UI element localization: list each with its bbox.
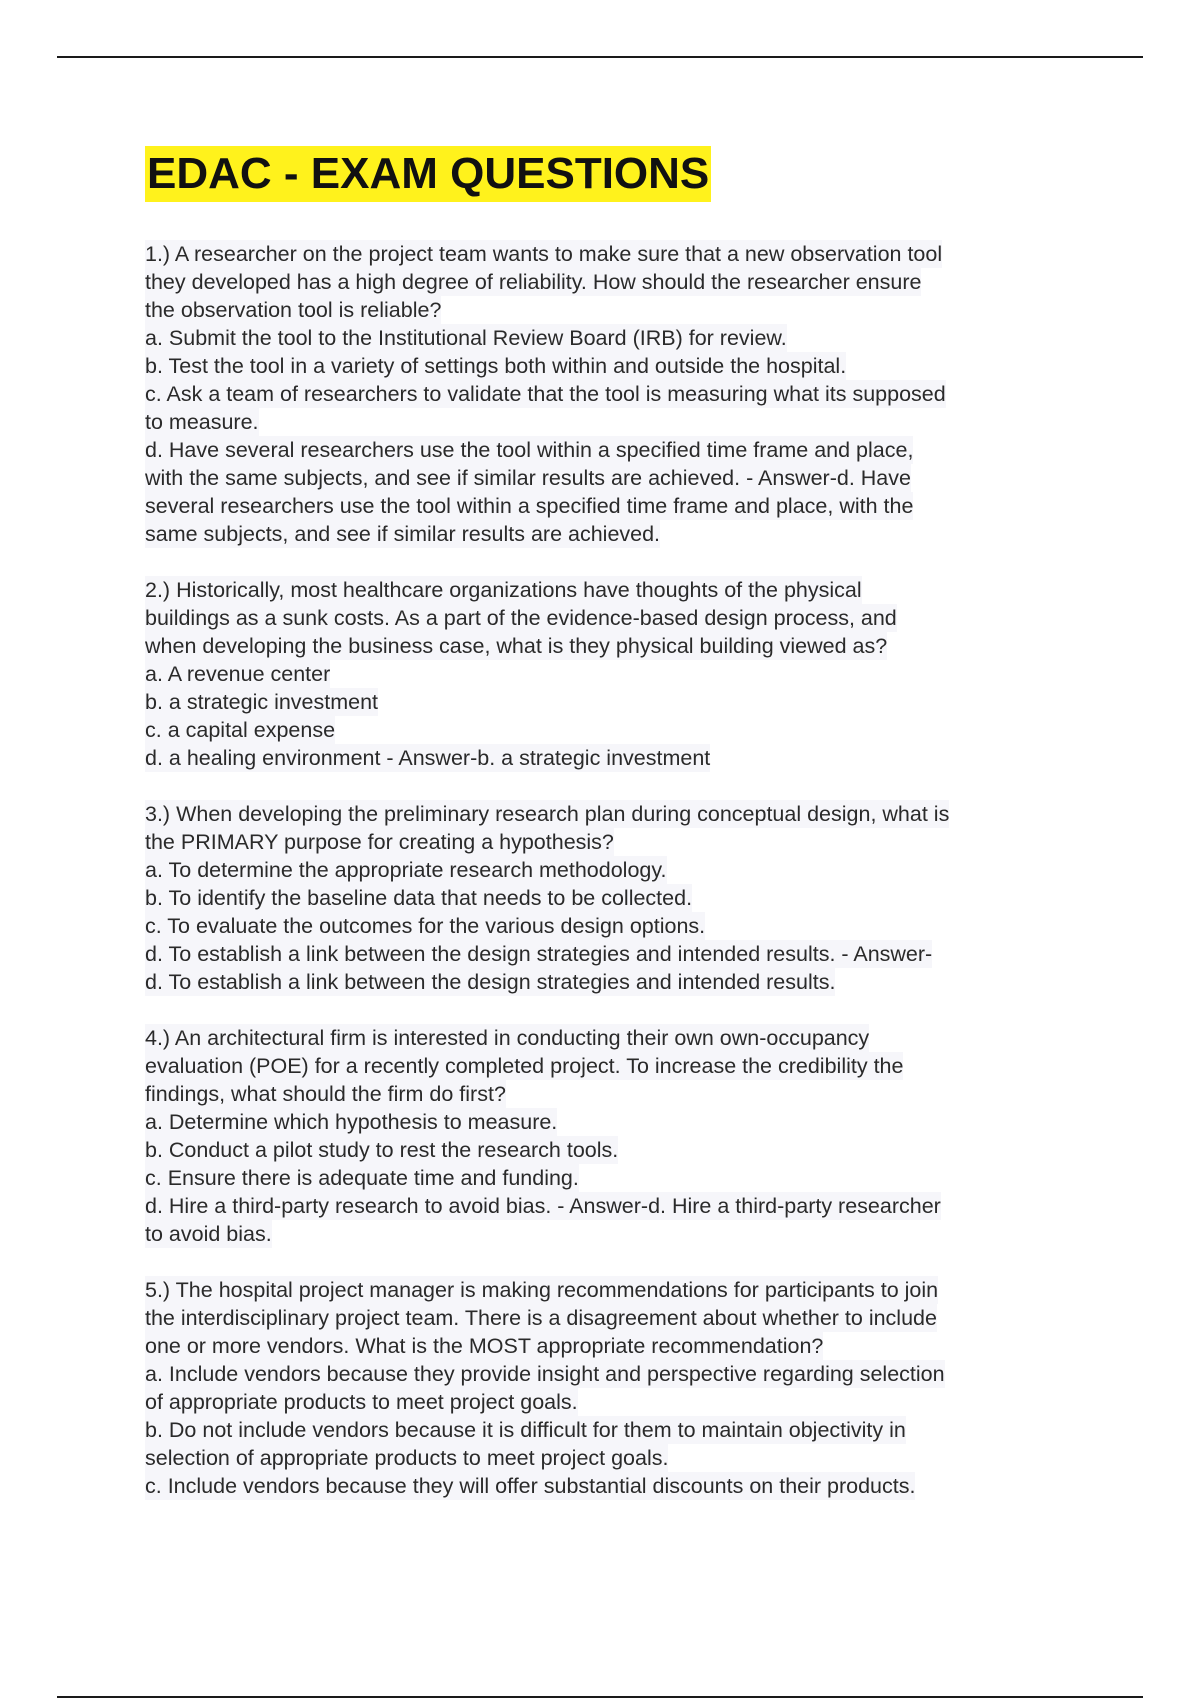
question-text-line: 5.) The hospital project manager is making recommendations for participants to join [145, 1278, 939, 1302]
question-line-wrapper [145, 1276, 1055, 1304]
question-text-line: c. Ask a team of researchers to validate that the tool is measuring what its supposed [145, 382, 946, 406]
question-line-wrapper [145, 352, 1055, 380]
document-title: EDAC - EXAM QUESTIONS [145, 146, 711, 202]
question-text-line: 4.) An architectural firm is interested in conducting their own own-occupancy [145, 1026, 870, 1050]
question-text-line: findings, what should the firm do first? [145, 1082, 506, 1106]
question-line-wrapper [145, 1304, 1055, 1332]
question-text-line: the interdisciplinary project team. There is a disagreement about whether to include [145, 1306, 937, 1330]
question-line-wrapper [145, 1332, 1055, 1360]
question-line-wrapper [145, 408, 1055, 436]
question-line-wrapper [145, 940, 1055, 968]
question-line-wrapper [145, 380, 1055, 408]
question-text-line: c. Include vendors because they will offer substantial discounts on their products. [145, 1474, 916, 1498]
question-text-line: c. a capital expense [145, 718, 336, 742]
question-line-wrapper [145, 856, 1055, 884]
question-text-line: c. To evaluate the outcomes for the various design options. [145, 914, 706, 938]
title-wrapper [145, 146, 1055, 240]
question-line-wrapper [145, 492, 1055, 520]
question-4 [145, 1024, 1055, 1248]
question-text-line: 2.) Historically, most healthcare organizations have thoughts of the physical [145, 578, 862, 602]
question-line-wrapper [145, 1164, 1055, 1192]
question-text-line: evaluation (POE) for a recently completed project. To increase the credibility the [145, 1054, 904, 1078]
question-text-line: when developing the business case, what is they physical building viewed as? [145, 634, 888, 658]
question-text-line: d. To establish a link between the design strategies and intended results. - Answer- [145, 942, 933, 966]
question-line-wrapper [145, 912, 1055, 940]
question-text-line: to avoid bias. [145, 1222, 272, 1246]
question-line-wrapper [145, 436, 1055, 464]
question-text-line: a. Submit the tool to the Institutional Review Board (IRB) for review. [145, 326, 787, 350]
question-line-wrapper [145, 240, 1055, 268]
question-line-wrapper [145, 1472, 1055, 1500]
question-line-wrapper [145, 604, 1055, 632]
question-line-wrapper [145, 1360, 1055, 1388]
question-line-wrapper [145, 660, 1055, 688]
question-text-line: a. A revenue center [145, 662, 331, 686]
question-3 [145, 800, 1055, 996]
question-text-line: the observation tool is reliable? [145, 298, 442, 322]
question-line-wrapper [145, 1416, 1055, 1444]
question-text-line: to measure. [145, 410, 259, 434]
question-text-line: b. a strategic investment [145, 690, 379, 714]
question-line-wrapper [145, 716, 1055, 744]
question-text-line: 3.) When developing the preliminary research plan during conceptual design, what is [145, 802, 950, 826]
question-line-wrapper [145, 884, 1055, 912]
question-text-line: same subjects, and see if similar results are achieved. [145, 522, 661, 546]
question-line-wrapper [145, 520, 1055, 548]
question-line-wrapper [145, 1444, 1055, 1472]
question-line-wrapper [145, 324, 1055, 352]
question-line-wrapper [145, 1080, 1055, 1108]
question-text-line: selection of appropriate products to meet project goals. [145, 1446, 669, 1470]
question-text-line: a. Determine which hypothesis to measure. [145, 1110, 558, 1134]
question-line-wrapper [145, 268, 1055, 296]
question-text-line: buildings as a sunk costs. As a part of the evidence-based design process, and [145, 606, 897, 630]
question-line-wrapper [145, 296, 1055, 324]
question-text-line: b. Do not include vendors because it is difficult for them to maintain objectivity in [145, 1418, 906, 1442]
question-text-line: b. To identify the baseline data that needs to be collected. [145, 886, 693, 910]
question-line-wrapper [145, 1024, 1055, 1052]
question-text-line: a. To determine the appropriate research methodology. [145, 858, 667, 882]
question-line-wrapper [145, 1192, 1055, 1220]
question-line-wrapper [145, 632, 1055, 660]
question-text-line: d. Have several researchers use the tool within a specified time frame and place, [145, 438, 914, 462]
question-line-wrapper [145, 688, 1055, 716]
question-list [145, 240, 1055, 1500]
question-text-line: c. Ensure there is adequate time and funding. [145, 1166, 579, 1190]
question-text-line: b. Test the tool in a variety of settings both within and outside the hospital. [145, 354, 847, 378]
question-line-wrapper [145, 1136, 1055, 1164]
question-text-line: the PRIMARY purpose for creating a hypothesis? [145, 830, 614, 854]
question-line-wrapper [145, 1108, 1055, 1136]
question-line-wrapper [145, 1388, 1055, 1416]
question-text-line: d. a healing environment - Answer-b. a strategic investment [145, 746, 711, 770]
question-line-wrapper [145, 828, 1055, 856]
question-text-line: 1.) A researcher on the project team wants to make sure that a new observation tool [145, 242, 943, 266]
question-line-wrapper [145, 800, 1055, 828]
question-line-wrapper [145, 744, 1055, 772]
question-line-wrapper [145, 1052, 1055, 1080]
question-line-wrapper [145, 464, 1055, 492]
question-2 [145, 576, 1055, 772]
question-1 [145, 240, 1055, 548]
document-body [145, 146, 1055, 1528]
question-line-wrapper [145, 576, 1055, 604]
question-text-line: a. Include vendors because they provide insight and perspective regarding selection [145, 1362, 945, 1386]
question-text-line: several researchers use the tool within a specified time frame and place, with the [145, 494, 914, 518]
question-line-wrapper [145, 1220, 1055, 1248]
question-text-line: they developed has a high degree of reliability. How should the researcher ensure [145, 270, 922, 294]
question-text-line: of appropriate products to meet project goals. [145, 1390, 578, 1414]
question-line-wrapper [145, 968, 1055, 996]
question-text-line: b. Conduct a pilot study to rest the research tools. [145, 1138, 619, 1162]
question-text-line: with the same subjects, and see if similar results are achieved. - Answer-d. Have [145, 466, 911, 490]
question-text-line: d. To establish a link between the design strategies and intended results. [145, 970, 836, 994]
bottom-rule [57, 1696, 1143, 1698]
question-text-line: d. Hire a third-party research to avoid bias. - Answer-d. Hire a third-party researcher [145, 1194, 941, 1218]
top-rule [57, 56, 1143, 58]
question-text-line: one or more vendors. What is the MOST appropriate recommendation? [145, 1334, 824, 1358]
question-5 [145, 1276, 1055, 1500]
